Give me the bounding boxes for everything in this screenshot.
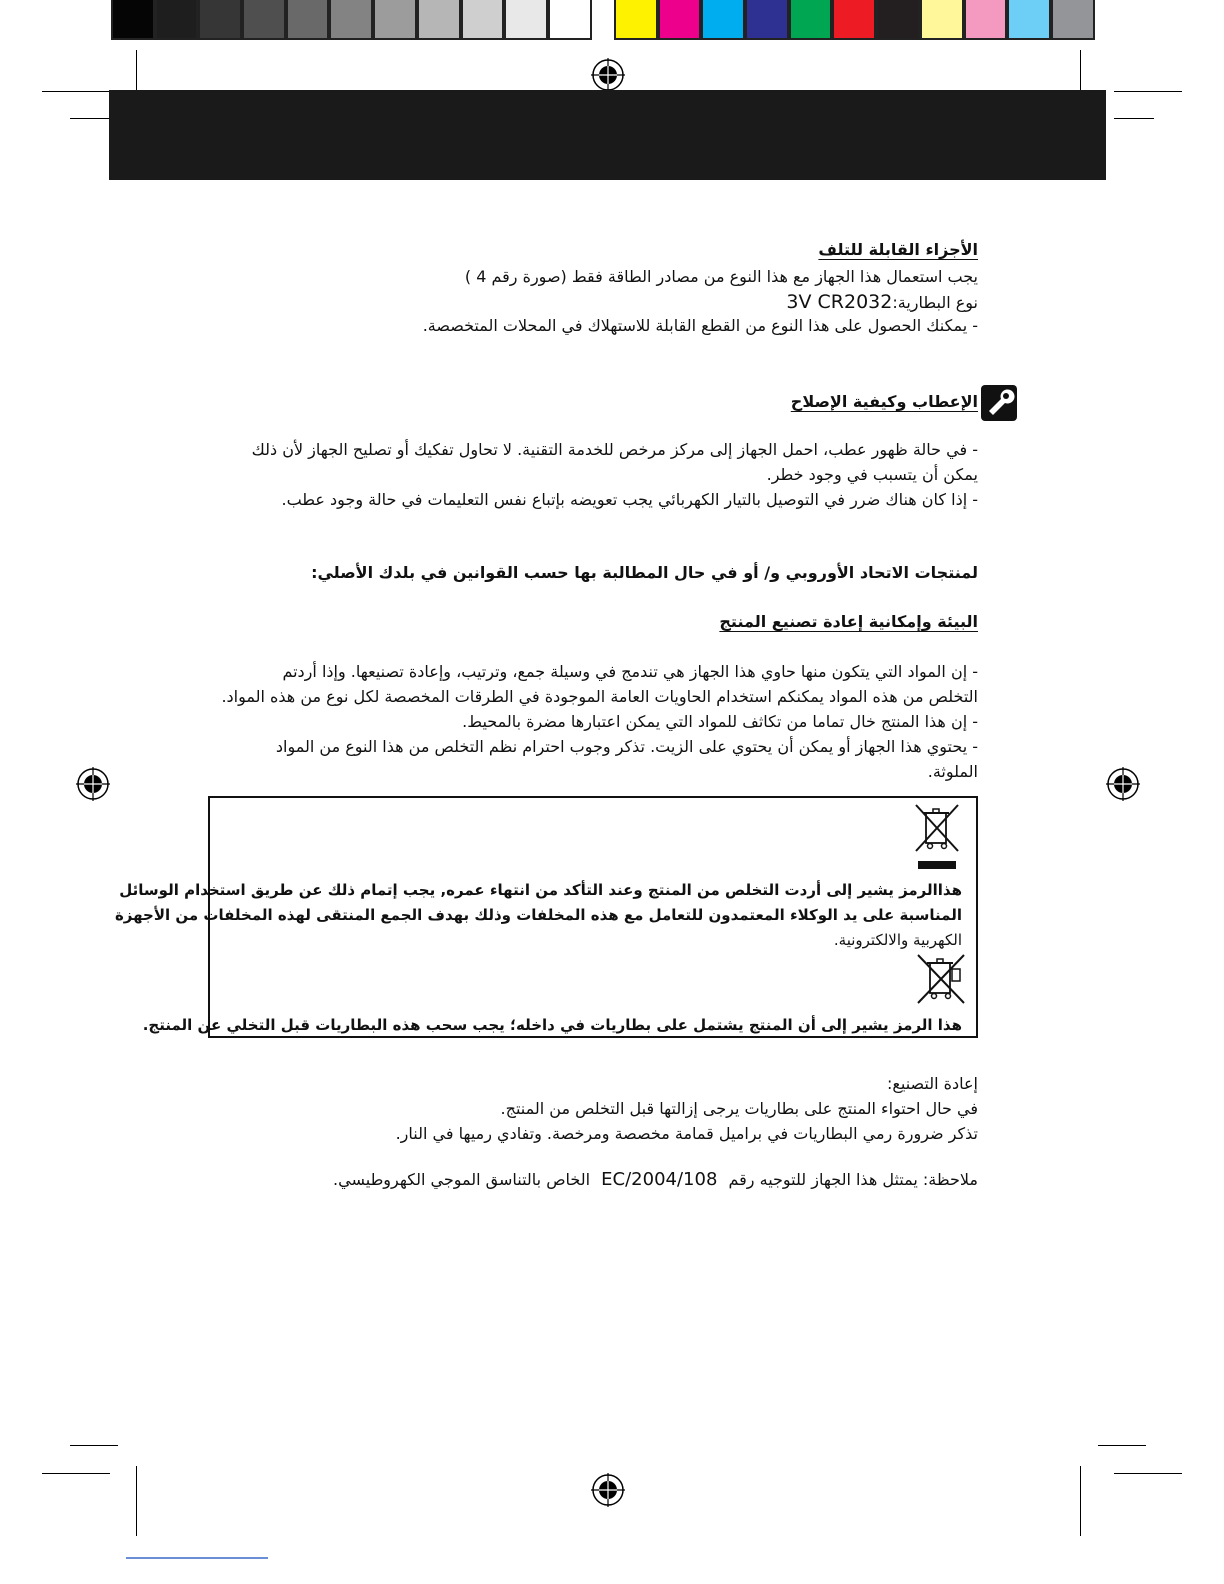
note-suffix: الخاص بالتناسق الموجي الكهروطيسي. xyxy=(333,1170,591,1189)
crop-mark xyxy=(70,1445,118,1446)
repair-line: - في حالة ظهور عطب، احمل الجهاز إلى مركز مرخص للخدمة التقنية. لا تحاول تفكيك أو تصليح الجهاز لأن ذلك xyxy=(251,440,978,459)
environment-heading: البيئة وإمكانية إعادة تصنيع المنتج xyxy=(719,612,978,631)
color-swatch xyxy=(242,0,286,40)
color-swatch xyxy=(964,0,1008,40)
weee-line: هذا الرمز يشير إلى أن المنتج يشتمل على بطاريات في داخله؛ يجب سحب هذه البطاريات قبل التخلي عن المنتج. xyxy=(142,1016,962,1034)
registration-mark-icon xyxy=(591,1473,625,1507)
environment-line: - يحتوي هذا الجهاز أو يمكن أن يحتوي على الزيت. تذكر وجوب احترام نظم التخلص من هذا النوع من المواد xyxy=(275,737,978,756)
battery-type-line xyxy=(786,290,978,315)
color-swatch xyxy=(504,0,548,40)
battery-value: 3V CR2032 xyxy=(786,291,893,313)
color-swatch xyxy=(701,0,745,40)
recycling-heading: إعادة التصنيع: xyxy=(886,1074,978,1093)
color-swatch xyxy=(329,0,373,40)
registration-mark-icon xyxy=(1106,767,1140,801)
crop-mark xyxy=(1098,1445,1146,1446)
wrench-icon xyxy=(981,385,1017,421)
color-swatch xyxy=(111,0,155,40)
color-swatch xyxy=(832,0,876,40)
compliance-note xyxy=(333,1168,978,1192)
color-swatch xyxy=(548,0,592,40)
weee-line: الكهربية والالكترونية. xyxy=(833,931,962,949)
color-swatch xyxy=(198,0,242,40)
color-swatch xyxy=(920,0,964,40)
header-band xyxy=(109,90,1106,180)
footer-rule xyxy=(126,1557,268,1559)
color-swatch xyxy=(745,0,789,40)
crop-mark xyxy=(1114,118,1154,119)
color-swatch xyxy=(461,0,505,40)
recycling-line: في حال احتواء المنتج على بطاريات يرجى إزالتها قبل التخلص من المنتج. xyxy=(500,1099,978,1118)
directive-code: EC/2004/108 xyxy=(601,1169,718,1190)
consumables-heading: الأجزاء القابلة للتلف xyxy=(818,240,978,259)
color-swatch xyxy=(155,0,199,40)
crop-mark xyxy=(1080,1466,1081,1536)
color-swatch xyxy=(658,0,702,40)
environment-line: - إن هذا المنتج خال تماما من تكاثف للمواد التي يمكن اعتبارها مضرة بالمحيط. xyxy=(462,712,978,731)
repair-line: - إذا كان هناك ضرر في التوصيل بالتيار الكهربائي يجب تعويضه بإتباع نفس التعليمات في حالة وجود عطب. xyxy=(281,490,978,509)
crop-mark xyxy=(1114,1473,1182,1474)
color-swatch xyxy=(1051,0,1095,40)
color-swatch xyxy=(789,0,833,40)
consumables-line: - يمكنك الحصول على هذا النوع من القطع القابلة للاستهلاك في المحلات المتخصصة. xyxy=(422,316,978,335)
crop-mark xyxy=(42,1473,110,1474)
recycling-line: تذكر ضرورة رمي البطاريات في براميل قمامة مخصصة ومرخصة. وتفادي رميها في النار. xyxy=(395,1124,978,1143)
environment-line: الملوثة. xyxy=(927,762,978,781)
environment-line: التخلص من هذه المواد يمكنكم استخدام الحاويات العامة الموجودة في الطرقات المخصصة لكل نوع من هذه المواد. xyxy=(221,687,978,706)
environment-line: - إن المواد التي يتكون منها حاوي هذا الجهاز هي تندمج في وسيلة جمع، وترتيب، وإعادة تصنيعها. وإذا أردتم xyxy=(282,662,978,681)
eu-heading: لمنتجات الاتحاد الأوروبي و/ أو في حال المطالبة بها حسب القوانين في بلدك الأصلي: xyxy=(311,563,978,582)
crop-mark xyxy=(1114,91,1182,92)
crossed-battery-bin-icon xyxy=(914,953,968,1007)
note-prefix: ملاحظة: يمتثل هذا الجهاز للتوجيه رقم xyxy=(728,1170,978,1189)
crop-mark xyxy=(136,1466,137,1536)
color-swatch xyxy=(373,0,417,40)
color-swatch xyxy=(286,0,330,40)
repair-heading: الإعطاب وكيفية الإصلاح xyxy=(790,392,978,411)
registration-mark-icon xyxy=(76,767,110,801)
color-swatch xyxy=(876,0,920,40)
grayscale-color-bar xyxy=(111,0,592,42)
weee-line: هذاالرمز يشير إلى أردت التخلص من المنتج وعند التأكد من انتهاء عمره, يجب إتمام ذلك عن طريق استخدام الوسائل xyxy=(119,881,962,899)
repair-line: يمكن أن يتسبب في وجود خطر. xyxy=(766,465,978,484)
registration-mark-icon xyxy=(591,58,625,92)
crop-mark xyxy=(70,118,110,119)
consumables-line: يجب استعمال هذا الجهاز مع هذا النوع من مصادر الطاقة فقط (صورة رقم 4 ) xyxy=(464,267,978,286)
battery-label: نوع البطارية: xyxy=(892,293,978,312)
process-color-bar xyxy=(614,0,1095,42)
color-swatch xyxy=(417,0,461,40)
crossed-bin-icon xyxy=(914,803,960,871)
weee-line: المناسبة على يد الوكلاء المعتمدون للتعامل مع هذه المخلفات وذلك بهدف الجمع المنتقى لهذه المخلفات من الأجهزة xyxy=(114,906,962,924)
crop-mark xyxy=(42,91,110,92)
color-swatch xyxy=(1007,0,1051,40)
color-swatch xyxy=(614,0,658,40)
